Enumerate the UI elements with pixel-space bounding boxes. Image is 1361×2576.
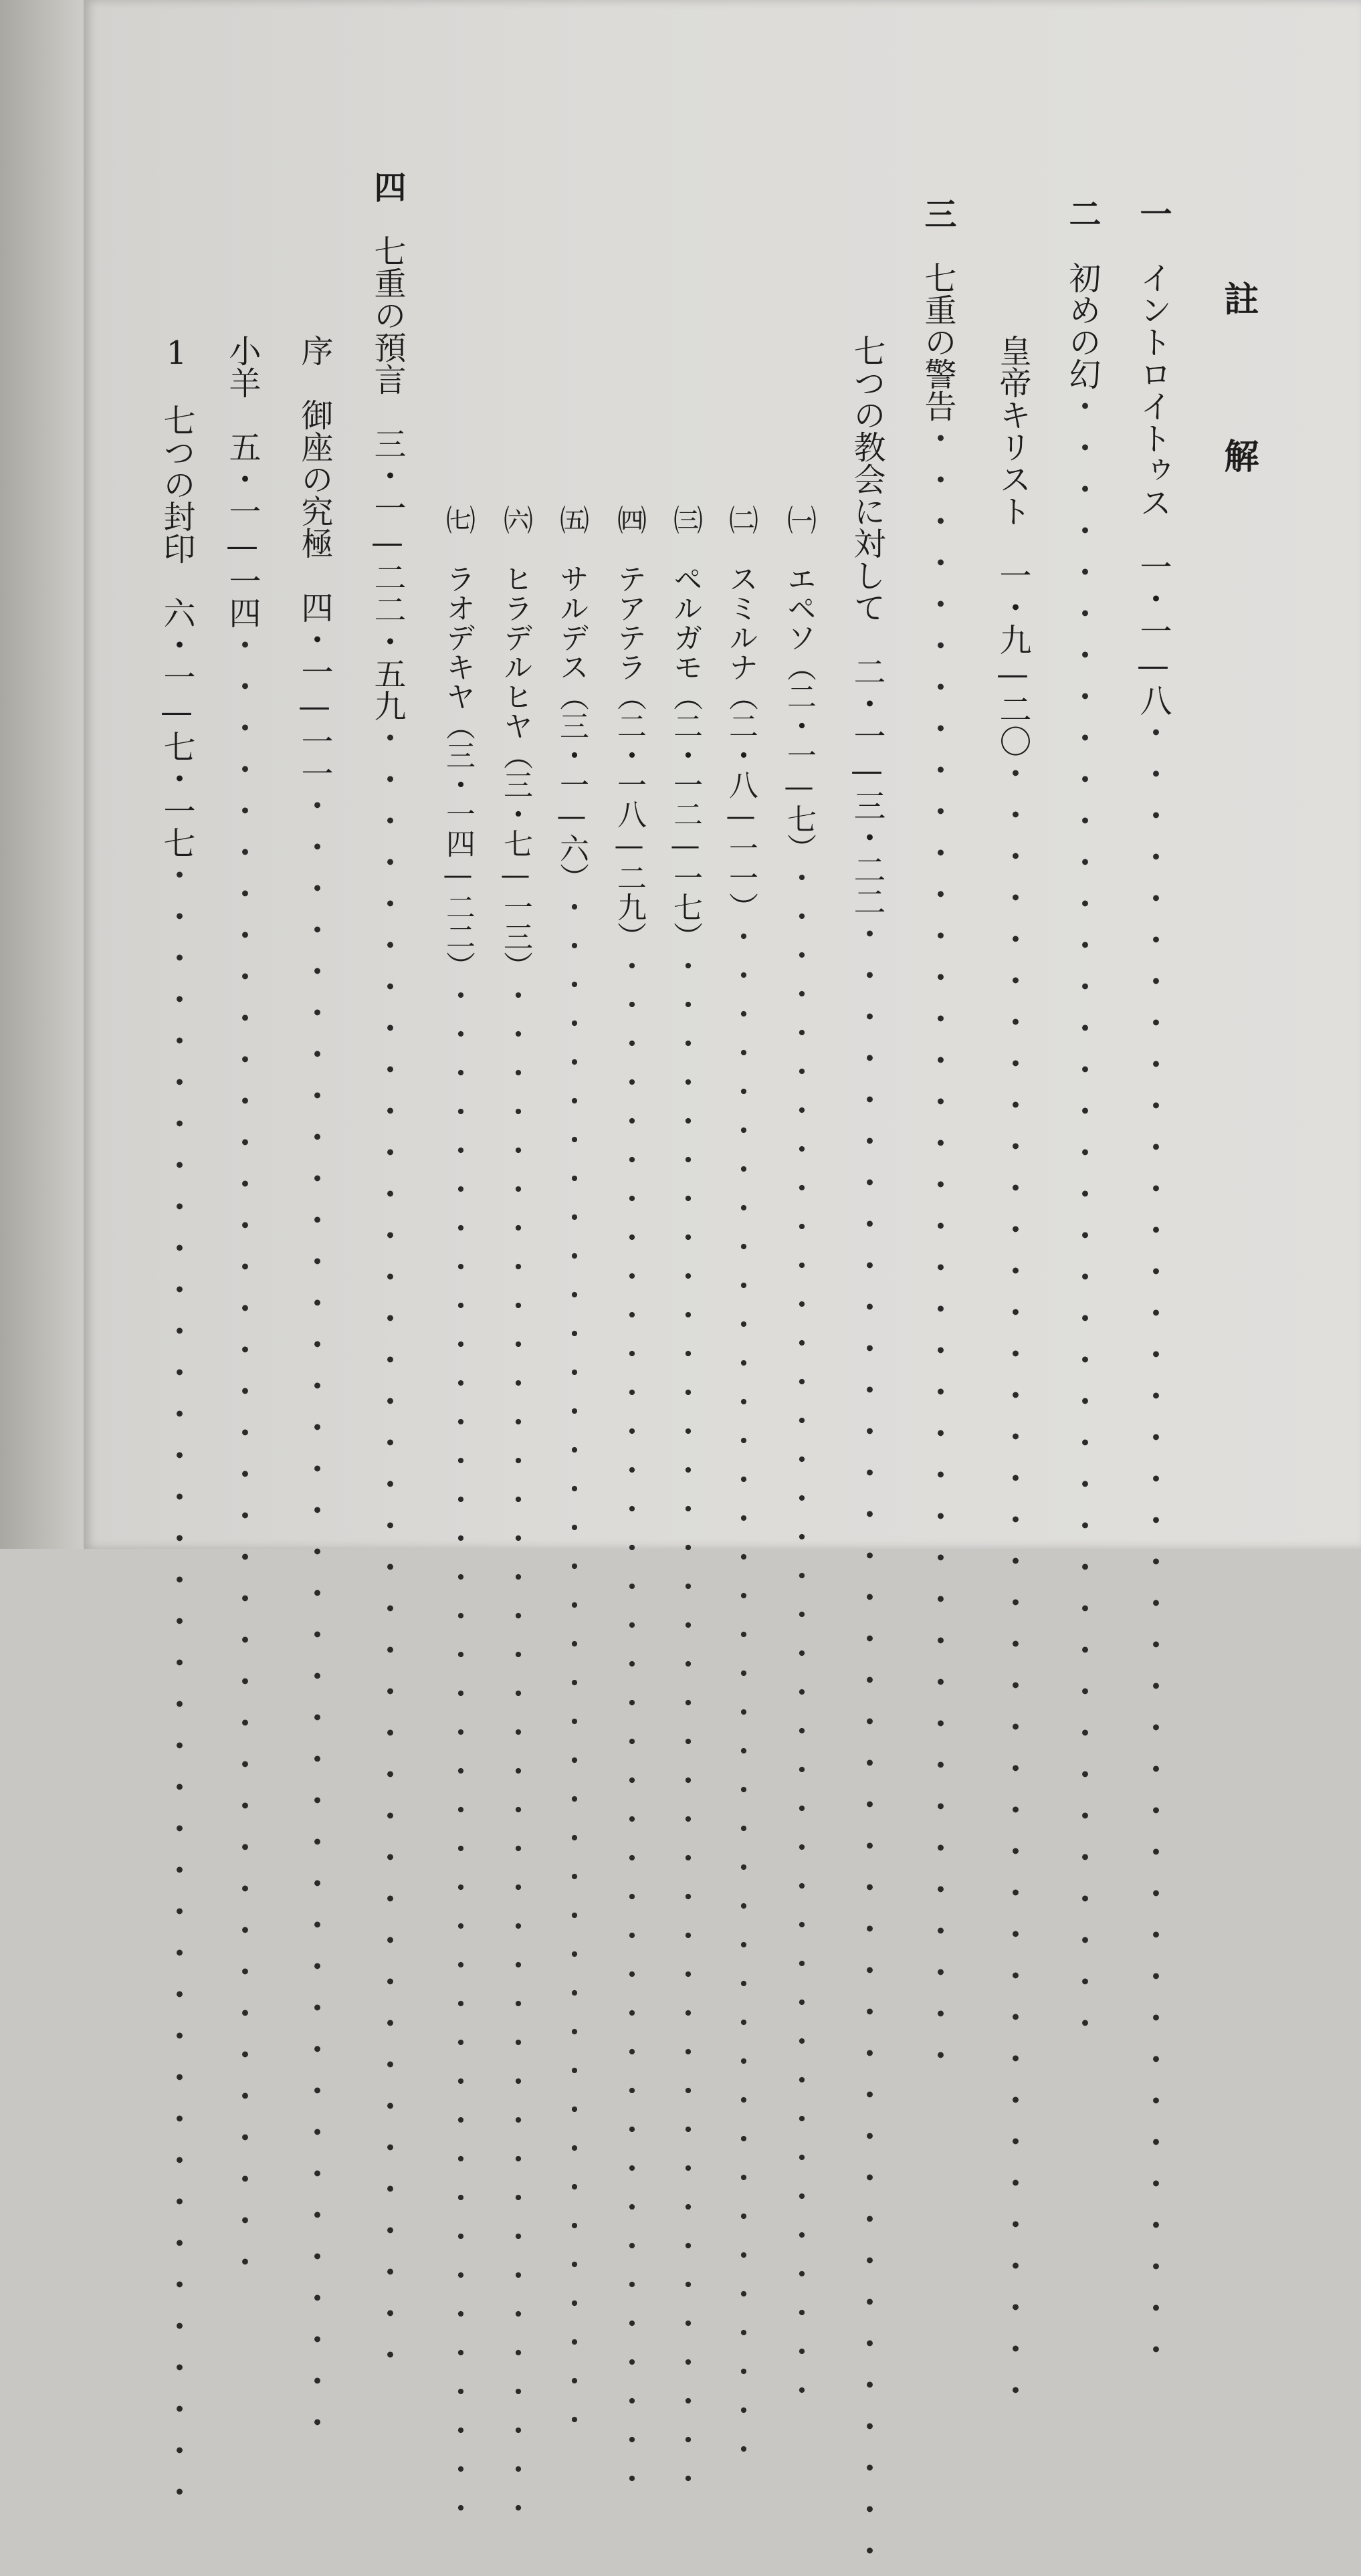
entry-title: 七重の警告 bbox=[919, 261, 956, 422]
dot-leader: ・・・・・・・・・・・・・・・・・・・・・・・・・・・・・・・・・・・・・・・・ bbox=[554, 892, 589, 2444]
entry-number: ㈤ bbox=[554, 505, 589, 534]
dot-leader: ・・・・・・・・・・・・・・・・・・・・・・・・・・・・・・・・・・・・・・・・ bbox=[848, 918, 885, 2576]
entry-number: ㈦ bbox=[441, 505, 475, 534]
spacer bbox=[554, 534, 589, 564]
dot-leader: ・・・・・・・・・・・・・・・・・・・・・・・・・・・・・・・・・・・・・・・・ bbox=[1063, 390, 1101, 2048]
toc-entry-3a7 bbox=[441, 505, 475, 2532]
entry-title: ヒラデルヒヤ（三・七—一三） bbox=[498, 564, 532, 980]
spacer bbox=[919, 229, 956, 261]
dot-leader: ・・・・・・・・・・・・・・・・・・・・・・・・・・・・・・・・・・・・・・・・ bbox=[296, 789, 333, 2448]
toc-entry-3a1 bbox=[782, 505, 816, 2414]
book-gutter bbox=[0, 0, 84, 1549]
spacer bbox=[158, 372, 195, 404]
toc-entry-3a3 bbox=[668, 505, 702, 2502]
entry-title: サルデス（三・一—六） bbox=[554, 564, 589, 892]
toc-entry-4b bbox=[223, 334, 261, 2287]
entry-number: ㈠ bbox=[782, 505, 816, 534]
entry-number: 四 bbox=[369, 171, 406, 203]
entry-number: 一 bbox=[1134, 197, 1172, 229]
spacer bbox=[668, 534, 702, 564]
dot-leader: ・・・・・・・・・・・・・・・・・・・・・・・・・・・・・・・・・・・・・・・・ bbox=[994, 757, 1031, 2416]
dot-leader: ・・・・・・・・・・・・・・・・・・・・・・・・・・・・・・・・・・・・・・・・ bbox=[919, 422, 956, 2080]
toc-entry-4 bbox=[369, 171, 406, 2380]
entry-title: エペソ（二・一—七） bbox=[782, 564, 816, 863]
spacer bbox=[1063, 229, 1101, 261]
spacer bbox=[1134, 229, 1172, 261]
toc-entry-3a2 bbox=[724, 505, 758, 2473]
entry-number: 1 bbox=[158, 334, 195, 372]
dot-leader: ・・・・・・・・・・・・・・・・・・・・・・・・・・・・・・・・・・・・・・・・ bbox=[158, 859, 195, 2517]
entry-number: ㈢ bbox=[668, 505, 702, 534]
entry-title: 七つの封印 六・一—七・一七 bbox=[158, 404, 195, 859]
entry-number: ㈥ bbox=[498, 505, 532, 534]
dot-leader: ・・・・・・・・・・・・・・・・・・・・・・・・・・・・・・・・・・・・・・・・ bbox=[668, 951, 702, 2502]
spacer bbox=[441, 534, 475, 564]
toc-entry-4a bbox=[296, 334, 333, 2448]
entry-title: ラオデキヤ（三・一四—二二） bbox=[441, 564, 475, 980]
toc-entry-3a4 bbox=[612, 505, 646, 2502]
spacer bbox=[369, 203, 406, 235]
dot-leader: ・・・・・・・・・・・・・・・・・・・・・・・・・・・・・・・・・・・・・・・・ bbox=[498, 980, 532, 2532]
toc-entry-1 bbox=[1134, 197, 1172, 2375]
entry-title: 七重の預言 三・一—二二・五九 bbox=[369, 235, 406, 722]
entry-title: ペルガモ（二・一二—一七） bbox=[668, 564, 702, 951]
heading-char-1: 註 bbox=[1218, 281, 1259, 316]
dot-leader: ・・・・・・・・・・・・・・・・・・・・・・・・・・・・・・・・・・・・・・・・ bbox=[724, 922, 758, 2473]
entry-title: 初めの幻 bbox=[1063, 261, 1101, 390]
toc-entry-3 bbox=[919, 197, 956, 2080]
spacer bbox=[782, 534, 816, 564]
heading-char-2: 解 bbox=[1218, 438, 1259, 473]
toc-entry-3a6 bbox=[498, 505, 532, 2532]
entry-title: スミルナ（二・八—一一） bbox=[724, 564, 758, 922]
dot-leader: ・・・・・・・・・・・・・・・・・・・・・・・・・・・・・・・・・・・・・・・・ bbox=[441, 980, 475, 2532]
toc-entry-3a5 bbox=[554, 505, 589, 2444]
toc-entry-2 bbox=[1063, 197, 1101, 2048]
dot-leader: ・・・・・・・・・・・・・・・・・・・・・・・・・・・・・・・・・・・・・・・・ bbox=[223, 629, 261, 2287]
spacer bbox=[724, 534, 758, 564]
entry-number: 二 bbox=[1063, 197, 1101, 229]
entry-number: 三 bbox=[919, 197, 956, 229]
spacer bbox=[498, 534, 532, 564]
toc-entry-2a bbox=[994, 334, 1031, 2416]
spacer bbox=[612, 534, 646, 564]
entry-title: 序 御座の究極 四・一—一一 bbox=[296, 334, 333, 789]
toc-entry-3a bbox=[848, 334, 885, 2576]
entry-number: ㈡ bbox=[724, 505, 758, 534]
dot-leader: ・・・・・・・・・・・・・・・・・・・・・・・・・・・・・・・・・・・・・・・・ bbox=[369, 722, 406, 2380]
dot-leader: ・・・・・・・・・・・・・・・・・・・・・・・・・・・・・・・・・・・・・・・・ bbox=[1134, 716, 1172, 2375]
entry-title: テアテラ（二・一八—二九） bbox=[612, 564, 646, 951]
toc-entry-4c bbox=[158, 334, 195, 2517]
dot-leader: ・・・・・・・・・・・・・・・・・・・・・・・・・・・・・・・・・・・・・・・・ bbox=[782, 863, 816, 2414]
entry-number: ㈣ bbox=[612, 505, 646, 534]
entry-title: イントロイトゥス 一・一—八 bbox=[1134, 261, 1172, 716]
entry-title: 七つの教会に対して 二・一—三・二二 bbox=[848, 334, 885, 918]
entry-title: 皇帝キリスト 一・九—二〇 bbox=[994, 334, 1031, 757]
entry-title: 小羊 五・一—一四 bbox=[223, 334, 261, 629]
dot-leader: ・・・・・・・・・・・・・・・・・・・・・・・・・・・・・・・・・・・・・・・・ bbox=[612, 951, 646, 2502]
